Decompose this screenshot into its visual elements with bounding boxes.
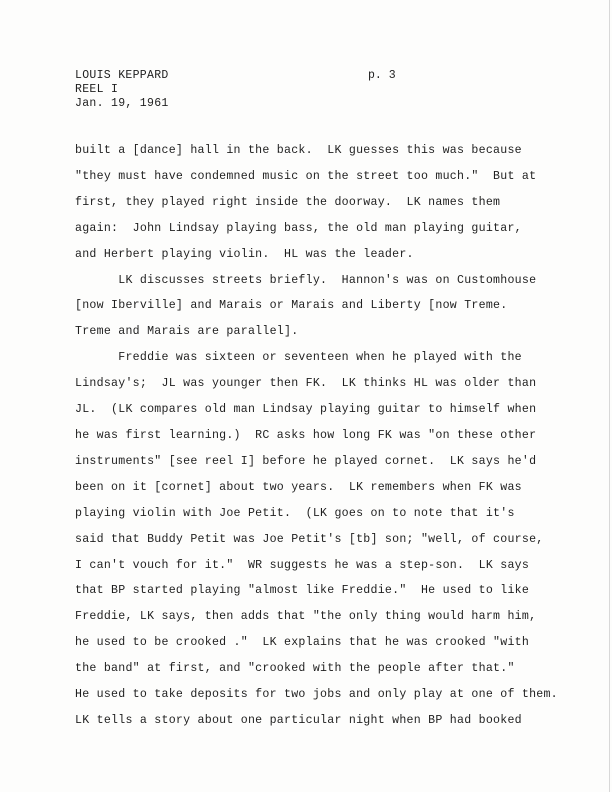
text-line: Freddie, LK says, then adds that "the only thing would harm him, — [75, 610, 537, 624]
reel-label: REEL I — [75, 83, 119, 96]
text-line: I can't vouch for it." WR suggests he was a step-son. LK says — [75, 558, 530, 572]
text-line: Treme and Marais are parallel]. — [75, 325, 299, 339]
text-line: playing violin with Joe Petit. (LK goes on to note that it's — [75, 506, 515, 520]
text-line: "they must have condemned music on the street too much." But at — [75, 169, 537, 183]
text-line: the band" at first, and "crooked with the people after that." — [75, 662, 515, 676]
text-line: that BP started playing "almost like Freddie." He used to like — [75, 584, 530, 598]
text-line: said that Buddy Petit was Joe Petit's [tb] son; "well, of course, — [75, 532, 544, 546]
text-line: He used to take deposits for two jobs and only play at one of them. — [75, 688, 558, 702]
text-line: [now Iberville] and Marais or Marais and Liberty [now Treme. — [75, 299, 508, 313]
text-line: he was first learning.) RC asks how long FK was "on these other — [75, 428, 537, 442]
page-edge — [609, 0, 610, 792]
text-line: LK tells a story about one particular night when BP had booked — [75, 713, 522, 727]
text-line: Lindsay's; JL was younger then FK. LK thinks HL was older than — [75, 377, 537, 391]
document-header — [75, 69, 169, 111]
text-line: again: John Lindsay playing bass, the old man playing guitar, — [75, 221, 522, 235]
page-number: p. 3 — [368, 69, 396, 82]
text-line: Freddie was sixteen or seventeen when he played with the — [75, 351, 522, 365]
text-line: instruments" [see reel I] before he played cornet. LK says he'd — [75, 454, 537, 468]
transcript-body — [75, 138, 575, 734]
text-line: JL. (LK compares old man Lindsay playing guitar to himself when — [75, 403, 537, 417]
text-line: built a [dance] hall in the back. LK guesses this was because — [75, 144, 522, 157]
text-line: and Herbert playing violin. HL was the leader. — [75, 247, 414, 261]
interviewee-name: LOUIS KEPPARD — [75, 69, 169, 82]
text-line: been on it [cornet] about two years. LK remembers when FK was — [75, 480, 522, 494]
text-line: he used to be crooked ." LK explains that he was crooked "with — [75, 636, 530, 650]
text-line: first, they played right inside the doorway. LK names them — [75, 195, 501, 209]
interview-date: Jan. 19, 1961 — [75, 97, 169, 110]
text-line: LK discusses streets briefly. Hannon's was on Customhouse — [75, 273, 537, 287]
